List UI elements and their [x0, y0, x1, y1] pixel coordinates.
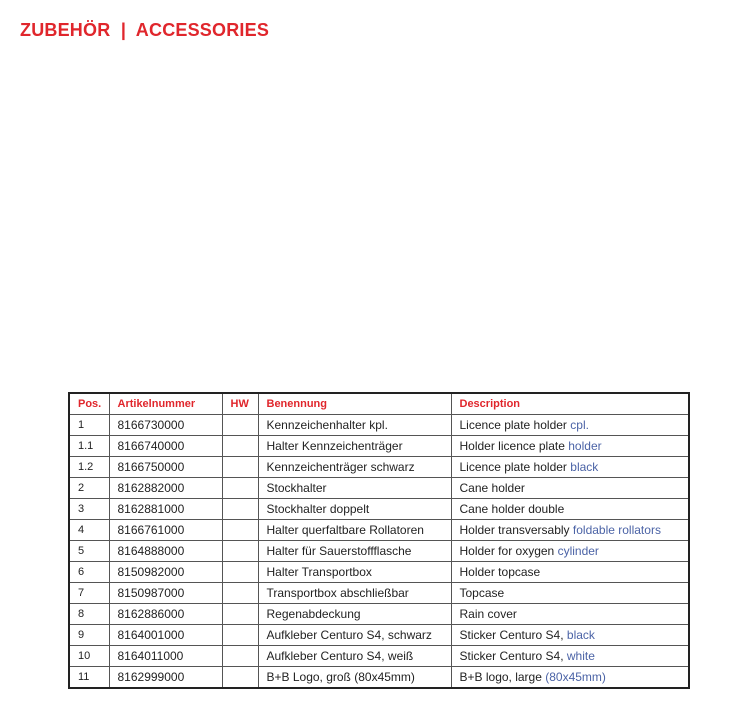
cell-description [451, 520, 689, 541]
cell-article-text: 8166761000 [117, 523, 185, 537]
cell-name-de-text: Aufkleber Centuro S4, schwarz [266, 628, 432, 642]
cell-description [451, 499, 689, 520]
description-extra: holder [568, 439, 602, 453]
cell-name-de-text: Aufkleber Centuro S4, weiß [266, 649, 414, 663]
description-extra: white [566, 649, 595, 663]
cell-name-de [258, 499, 451, 520]
cell-hw [222, 667, 258, 689]
cell-hw [222, 583, 258, 604]
cell-pos-text: 2 [78, 482, 85, 494]
cell-name-de [258, 436, 451, 457]
cell-article [109, 478, 222, 499]
description-main: Holder licence plate [459, 439, 565, 453]
table-row [69, 541, 689, 562]
cell-hw [222, 646, 258, 667]
cell-article-text: 8164011000 [117, 649, 184, 663]
cell-hw [222, 499, 258, 520]
table-row [69, 604, 689, 625]
cell-hw [222, 520, 258, 541]
table-row [69, 499, 689, 520]
table-row [69, 625, 689, 646]
cell-article [109, 562, 222, 583]
cell-pos [69, 583, 109, 604]
cell-pos-text: 11 [78, 671, 90, 683]
cell-pos [69, 457, 109, 478]
description-main: Cane holder [459, 481, 525, 495]
cell-article [109, 520, 222, 541]
table-row [69, 436, 689, 457]
cell-hw [222, 541, 258, 562]
table-row [69, 646, 689, 667]
cell-pos [69, 667, 109, 689]
cell-description [451, 541, 689, 562]
title-separator: | [120, 20, 127, 40]
cell-name-de [258, 562, 451, 583]
cell-description [451, 625, 689, 646]
cell-name-de [258, 667, 451, 689]
table-row [69, 520, 689, 541]
cell-pos [69, 520, 109, 541]
description-main: Sticker Centuro S4, [459, 649, 564, 663]
cell-article-text: 8162886000 [117, 607, 185, 621]
description-extra: foldable rollators [572, 523, 661, 537]
table-row [69, 478, 689, 499]
cell-pos-text: 9 [78, 629, 85, 641]
cell-article [109, 499, 222, 520]
cell-name-de-text: Halter Kennzeichenträger [266, 439, 403, 453]
cell-name-de-text: Stockhalter [266, 481, 327, 495]
cell-hw [222, 478, 258, 499]
cell-pos-text: 4 [78, 524, 85, 536]
table-header-row [69, 393, 689, 415]
cell-pos [69, 478, 109, 499]
cell-name-de-text: Halter für Sauerstoffflasche [266, 544, 412, 558]
cell-name-de [258, 583, 451, 604]
description-extra: cylinder [557, 544, 599, 558]
column-header-pos: Pos. [69, 393, 109, 415]
description-main: Rain cover [459, 607, 517, 621]
cell-hw [222, 415, 258, 436]
description-main: Holder transversably [459, 523, 570, 537]
column-header-description: Description [451, 393, 689, 415]
cell-name-de [258, 646, 451, 667]
cell-pos [69, 541, 109, 562]
table-row [69, 457, 689, 478]
cell-article [109, 667, 222, 689]
cell-name-de-text: Stockhalter doppelt [266, 502, 370, 516]
cell-pos [69, 499, 109, 520]
cell-pos [69, 625, 109, 646]
description-main: Cane holder double [459, 502, 565, 516]
description-main: B+B logo, large [459, 670, 542, 684]
column-header-hw: HW [222, 393, 258, 415]
cell-article [109, 415, 222, 436]
cell-article-text: 8150982000 [117, 565, 185, 579]
description-extra: black [566, 628, 595, 642]
cell-name-de [258, 415, 451, 436]
description-extra: black [570, 460, 599, 474]
description-extra: cpl. [570, 418, 589, 432]
cell-article [109, 541, 222, 562]
description-main: Holder topcase [459, 565, 541, 579]
cell-pos-text: 7 [78, 587, 85, 599]
cell-description [451, 436, 689, 457]
cell-article-text: 8162881000 [117, 502, 185, 516]
description-main: Topcase [459, 586, 505, 600]
cell-article-text: 8150987000 [117, 586, 185, 600]
description-main: Holder for oxygen [459, 544, 555, 558]
cell-pos-text: 1 [78, 419, 85, 431]
cell-pos [69, 436, 109, 457]
column-header-article: Artikelnummer [109, 393, 222, 415]
description-main: Licence plate holder [459, 418, 567, 432]
description-main: Licence plate holder [459, 460, 567, 474]
cell-description [451, 604, 689, 625]
cell-description [451, 583, 689, 604]
cell-description [451, 457, 689, 478]
cell-description [451, 646, 689, 667]
cell-article [109, 604, 222, 625]
cell-name-de-text: Regenabdeckung [266, 607, 361, 621]
cell-hw [222, 625, 258, 646]
cell-hw [222, 562, 258, 583]
cell-pos-text: 3 [78, 503, 85, 515]
cell-pos-text: 1.1 [78, 440, 94, 452]
cell-name-de-text: Transportbox abschließbar [266, 586, 409, 600]
cell-pos [69, 604, 109, 625]
cell-article [109, 436, 222, 457]
cell-pos [69, 646, 109, 667]
cell-hw [222, 604, 258, 625]
table-row [69, 667, 689, 689]
cell-article-text: 8164888000 [117, 544, 185, 558]
cell-pos-text: 6 [78, 566, 85, 578]
cell-pos [69, 562, 109, 583]
cell-article [109, 457, 222, 478]
cell-name-de [258, 457, 451, 478]
cell-pos-text: 1.2 [78, 461, 94, 473]
cell-article-text: 8162882000 [117, 481, 185, 495]
cell-name-de [258, 604, 451, 625]
column-header-name: Benennung [258, 393, 451, 415]
table-row [69, 562, 689, 583]
cell-article [109, 646, 222, 667]
cell-hw [222, 457, 258, 478]
cell-name-de [258, 541, 451, 562]
cell-article [109, 583, 222, 604]
cell-description [451, 667, 689, 689]
cell-hw [222, 436, 258, 457]
cell-name-de-text: Kennzeichenträger schwarz [266, 460, 415, 474]
cell-name-de [258, 520, 451, 541]
accessories-table [68, 392, 690, 689]
cell-article-text: 8162999000 [117, 670, 185, 684]
cell-name-de-text: Halter querfaltbare Rollatoren [266, 523, 424, 537]
cell-article-text: 8166750000 [117, 460, 185, 474]
cell-name-de-text: B+B Logo, groß (80x45mm) [266, 670, 415, 684]
cell-name-de [258, 478, 451, 499]
title-de: ZUBEHÖR [20, 20, 111, 40]
title-en: ACCESSORIES [135, 20, 270, 40]
description-extra: (80x45mm) [545, 670, 606, 684]
cell-pos-text: 8 [78, 608, 85, 620]
cell-pos-text: 5 [78, 545, 85, 557]
cell-description [451, 478, 689, 499]
cell-description [451, 415, 689, 436]
cell-name-de-text: Kennzeichenhalter kpl. [266, 418, 388, 432]
cell-article-text: 8166740000 [117, 439, 185, 453]
cell-article-text: 8164001000 [117, 628, 185, 642]
table-row [69, 583, 689, 604]
cell-name-de [258, 625, 451, 646]
cell-name-de-text: Halter Transportbox [266, 565, 372, 579]
description-main: Sticker Centuro S4, [459, 628, 564, 642]
page-title [20, 20, 269, 41]
cell-description [451, 562, 689, 583]
cell-pos [69, 415, 109, 436]
cell-article-text: 8166730000 [117, 418, 185, 432]
cell-pos-text: 10 [78, 650, 91, 662]
cell-article [109, 625, 222, 646]
table-row [69, 415, 689, 436]
